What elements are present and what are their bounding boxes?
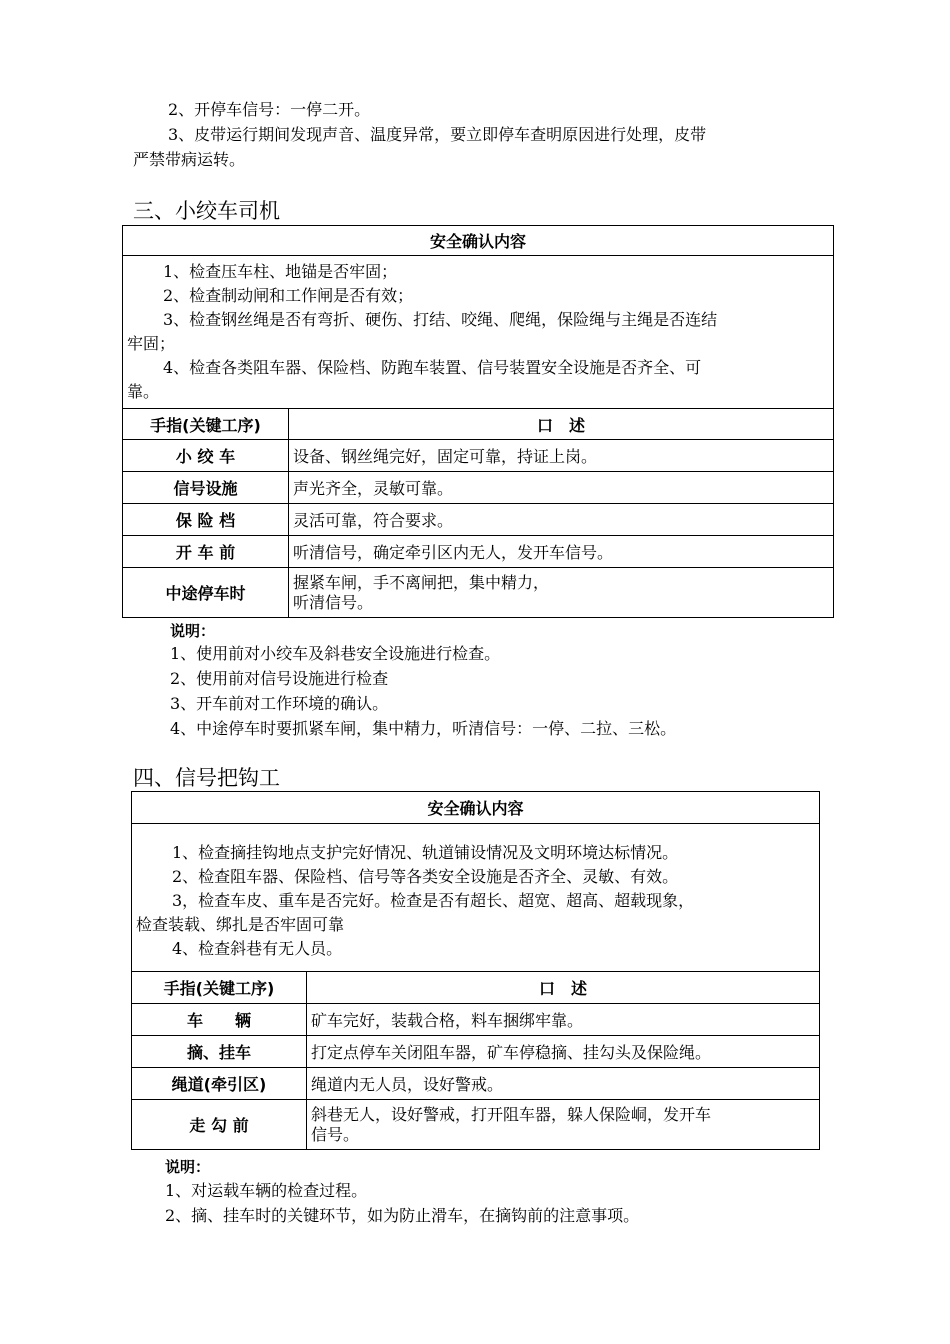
section-3-note: 4、中途停车时要抓紧车闸，集中精力，听清信号：一停、二拉、三松。 [170, 719, 677, 738]
desc-line: 信号。 [311, 1124, 360, 1144]
column-header-step: 手指(关键工序) [132, 972, 307, 1004]
confirm-line: 3、检查钢丝绳是否有弯折、硬伤、打结、咬绳、爬绳，保险绳与主绳是否连结 [163, 310, 718, 329]
section-3-note: 2、使用前对信号设施进行检查 [170, 669, 389, 688]
desc-line: 听清信号。 [293, 592, 374, 612]
desc-cell: 矿车完好，装载合格，料车捆绑牢靠。 [307, 1004, 820, 1036]
step-cell: 中途停车时 [123, 568, 289, 618]
table-row [132, 1036, 820, 1068]
desc-cell [307, 1100, 820, 1150]
table-row [123, 472, 834, 504]
desc-cell: 设备、钢丝绳完好，固定可靠，持证上岗。 [289, 440, 834, 472]
section-3-table [122, 225, 834, 618]
confirm-line: 2、检查阻车器、保险档、信号等各类安全设施是否齐全、灵敏、有效。 [172, 866, 679, 886]
step-cell: 保 险 档 [123, 504, 289, 536]
desc-cell: 绳道内无人员，设好警戒。 [307, 1068, 820, 1100]
table-row [123, 568, 834, 618]
confirm-line: 2、检查制动闸和工作闸是否有效； [163, 286, 414, 305]
section-4-table [131, 791, 820, 1150]
confirm-line: 靠。 [127, 382, 160, 401]
section-4-note: 1、对运载车辆的检查过程。 [165, 1181, 368, 1200]
intro-line-2: 3、皮带运行期间发现声音、温度异常，要立即停车查明原因进行处理，皮带 [168, 125, 707, 144]
desc-cell: 声光齐全，灵敏可靠。 [289, 472, 834, 504]
desc-cell [289, 568, 834, 618]
section-3-note-title: 说明： [170, 622, 216, 640]
confirm-line: 检查装载、绑扎是否牢固可靠 [136, 914, 345, 934]
table-row [123, 504, 834, 536]
section-3-confirm-content [123, 256, 834, 409]
confirm-line: 4、检查各类阻车器、保险档、防跑车装置、信号装置安全设施是否齐全、可 [163, 358, 702, 377]
table-row [132, 1004, 820, 1036]
step-cell: 开 车 前 [123, 536, 289, 568]
column-header-desc: 口 述 [307, 972, 820, 1004]
step-cell: 车 辆 [132, 1004, 307, 1036]
step-cell: 小 绞 车 [123, 440, 289, 472]
confirm-line: 牢固； [127, 334, 176, 353]
confirm-line: 3，检查车皮、重车是否完好。检查是否有超长、超宽、超高、超载现象， [172, 890, 695, 910]
table-row [132, 1100, 820, 1150]
confirm-line: 1、检查压车柱、地锚是否牢固； [163, 262, 398, 281]
column-header-desc: 口 述 [289, 409, 834, 440]
desc-line: 斜巷无人，设好警戒，打开阻车器，躲人保险峒，发开车 [311, 1104, 712, 1124]
section-3-note: 3、开车前对工作环境的确认。 [170, 694, 389, 713]
step-cell: 走 勾 前 [132, 1100, 307, 1150]
desc-line: 握紧车闸，手不离闸把，集中精力， [293, 572, 550, 592]
section-3-note: 1、使用前对小绞车及斜巷安全设施进行检查。 [170, 644, 501, 663]
step-cell: 信号设施 [123, 472, 289, 504]
section-4-note-title: 说明： [165, 1158, 211, 1176]
step-cell: 摘、挂车 [132, 1036, 307, 1068]
section-4-confirm-title: 安全确认内容 [132, 792, 820, 824]
section-4-note: 2、摘、挂车时的关键环节，如为防止滑车，在摘钩前的注意事项。 [165, 1206, 640, 1225]
desc-cell: 听清信号，确定牵引区内无人，发开车信号。 [289, 536, 834, 568]
step-cell: 绳道(牵引区) [132, 1068, 307, 1100]
table-row [123, 440, 834, 472]
intro-line-1: 2、开停车信号：一停二开。 [168, 100, 371, 119]
section-3-heading: 三、小绞车司机 [133, 199, 280, 223]
desc-cell: 灵活可靠，符合要求。 [289, 504, 834, 536]
confirm-line: 4、检查斜巷有无人员。 [172, 938, 343, 958]
desc-cell: 打定点停车关闭阻车器，矿车停稳摘、挂勾头及保险绳。 [307, 1036, 820, 1068]
section-3-confirm-title: 安全确认内容 [123, 226, 834, 256]
intro-line-3: 严禁带病运转。 [133, 150, 246, 169]
confirm-line: 1、检查摘挂钩地点支护完好情况、轨道铺设情况及文明环境达标情况。 [172, 842, 679, 862]
section-4-heading: 四、信号把钩工 [133, 766, 280, 790]
column-header-step: 手指(关键工序) [123, 409, 289, 440]
table-row [132, 1068, 820, 1100]
table-row [123, 536, 834, 568]
section-4-confirm-content [132, 824, 820, 972]
